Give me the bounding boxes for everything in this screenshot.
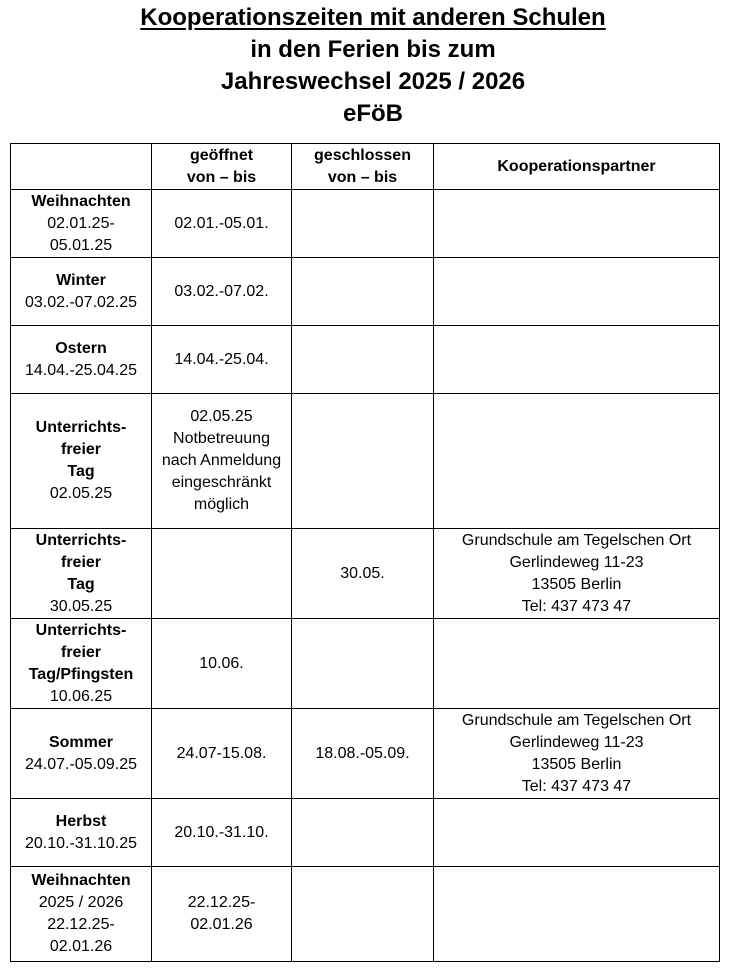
open-dates-cell: 03.02.-07.02. (152, 258, 292, 326)
open-dates-cell: 20.10.-31.10. (152, 799, 292, 867)
partner-cell (434, 867, 720, 962)
season-range: 14.04.-25.04.25 (24, 361, 138, 379)
season-cell (11, 619, 152, 709)
table-row (11, 258, 720, 326)
partner-cell (434, 619, 720, 709)
season-range: 2025 / 2026 22.12.25- 02.01.26 (38, 894, 124, 955)
season-cell (11, 529, 152, 619)
closed-dates-cell (292, 394, 434, 529)
table-row (11, 394, 720, 529)
open-dates-cell: 24.07-15.08. (152, 709, 292, 799)
partner-cell (434, 258, 720, 326)
table-row (11, 799, 720, 867)
open-dates-cell (152, 529, 292, 619)
table-row (11, 709, 720, 799)
season-range: 24.07.-05.09.25 (24, 755, 138, 773)
document-title (0, 2, 746, 130)
season-name: Weihnachten (31, 192, 131, 210)
closed-dates-cell (292, 326, 434, 394)
title-line-1: Kooperationszeiten mit anderen Schulen (140, 4, 606, 31)
season-range: 30.05.25 (49, 597, 113, 615)
season-cell (11, 326, 152, 394)
season-name: Sommer (48, 733, 114, 751)
partner-cell (434, 799, 720, 867)
season-range: 20.10.-31.10.25 (24, 834, 138, 852)
closed-dates-cell (292, 867, 434, 962)
season-cell (11, 709, 152, 799)
open-dates-cell: 02.01.-05.01. (152, 190, 292, 258)
season-name: Weihnachten (31, 872, 131, 889)
title-line-2: in den Ferien bis zum (250, 36, 496, 63)
header-closed: geschlossen von – bis (292, 144, 434, 190)
cooperation-schedule-table (10, 143, 720, 962)
open-dates-cell: 02.05.25 Notbetreuung nach Anmeldung eingeschränkt möglich (152, 394, 292, 529)
season-cell (11, 867, 152, 962)
season-name: Winter (56, 271, 106, 289)
season-cell (11, 799, 152, 867)
season-name: Ostern (55, 339, 107, 357)
open-dates-cell: 14.04.-25.04. (152, 326, 292, 394)
closed-dates-cell (292, 799, 434, 867)
table-row (11, 529, 720, 619)
season-range: 02.01.25- 05.01.25 (47, 214, 115, 254)
open-dates-cell: 22.12.25- 02.01.26 (152, 867, 292, 962)
season-range: 02.05.25 (49, 485, 113, 502)
table-row (11, 190, 720, 258)
season-range: 10.06.25 (49, 687, 113, 705)
partner-cell: Grundschule am Tegelschen Ort Gerlindeweg 11-23 13505 Berlin Tel: 437 473 47 (434, 529, 720, 619)
closed-dates-cell (292, 190, 434, 258)
table-row (11, 326, 720, 394)
season-cell (11, 394, 152, 529)
season-cell (11, 258, 152, 326)
closed-dates-cell: 30.05. (292, 529, 434, 619)
header-open: geöffnet von – bis (152, 144, 292, 190)
title-line-3: Jahreswechsel 2025 / 2026 (220, 68, 526, 95)
header-partner: Kooperationspartner (434, 144, 720, 190)
title-line-4: eFöB (343, 100, 403, 127)
season-range: 03.02.-07.02.25 (24, 293, 138, 311)
header-row (11, 144, 720, 190)
closed-dates-cell (292, 258, 434, 326)
season-name: Unterrichts- freier Tag/Pfingsten (28, 621, 134, 683)
header-season (11, 144, 152, 190)
season-cell (11, 190, 152, 258)
partner-cell: Grundschule am Tegelschen Ort Gerlindeweg 11-23 13505 Berlin Tel: 437 473 47 (434, 709, 720, 799)
season-name: Unterrichts- freier Tag (35, 419, 127, 480)
partner-cell (434, 394, 720, 529)
closed-dates-cell: 18.08.-05.09. (292, 709, 434, 799)
partner-cell (434, 190, 720, 258)
partner-cell (434, 326, 720, 394)
open-dates-cell: 10.06. (152, 619, 292, 709)
table-row (11, 619, 720, 709)
table-row (11, 867, 720, 962)
season-name: Herbst (55, 812, 107, 830)
closed-dates-cell (292, 619, 434, 709)
season-name: Unterrichts- freier Tag (35, 531, 127, 593)
